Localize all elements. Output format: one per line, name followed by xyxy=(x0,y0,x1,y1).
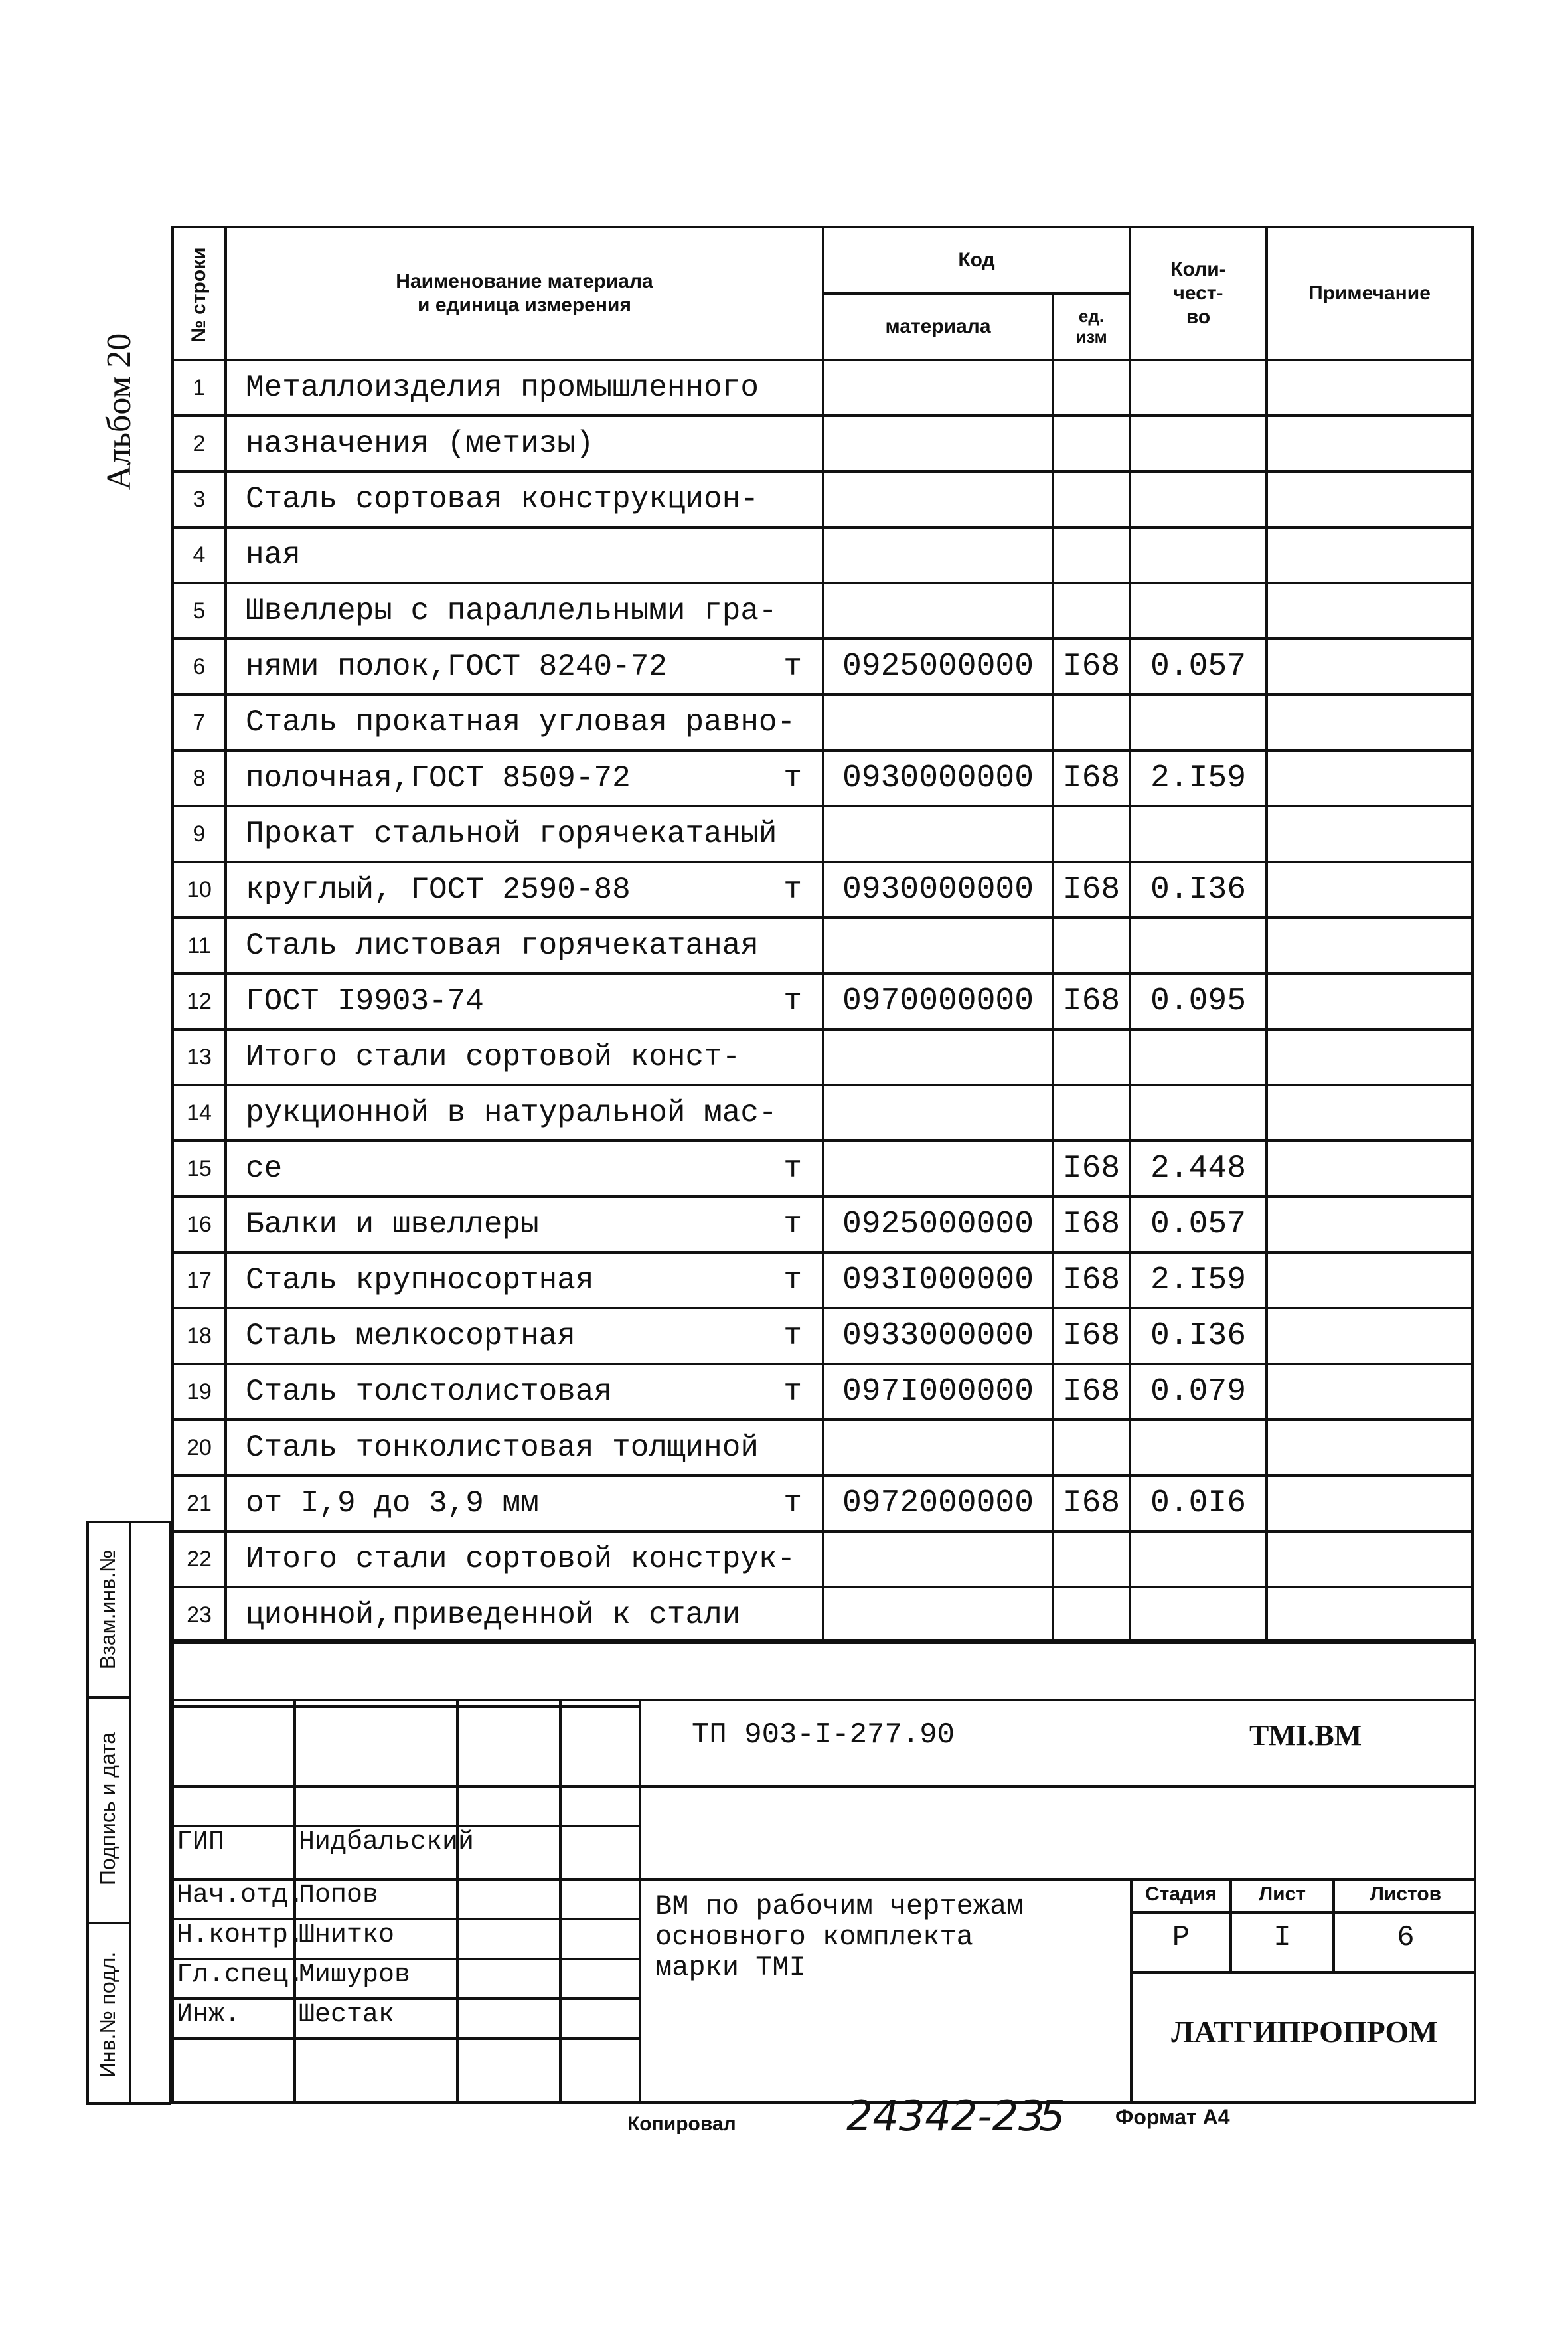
quantity xyxy=(1130,1029,1267,1085)
material-code: 0972000000 xyxy=(823,1475,1053,1531)
material-code: 093I000000 xyxy=(823,1252,1053,1308)
footer-copied: Копировал xyxy=(627,2113,736,2135)
material-name-text: ционной,приведенной к стали xyxy=(246,1598,741,1632)
unit-code xyxy=(1053,695,1130,750)
material-name-text: Сталь толстолистовая xyxy=(246,1375,613,1409)
row-number: 10 xyxy=(173,862,226,918)
material-code xyxy=(823,1141,1053,1197)
material-name-text: ГОСТ I9903-74 xyxy=(246,984,484,1019)
table-row xyxy=(173,1420,1472,1475)
unit-code: I68 xyxy=(1053,1197,1130,1252)
material-name xyxy=(226,527,823,583)
unit-code: I68 xyxy=(1053,973,1130,1029)
quantity xyxy=(1130,527,1267,583)
table-row xyxy=(173,1531,1472,1587)
sheets-value: 6 xyxy=(1397,1921,1415,1954)
material-code: 0970000000 xyxy=(823,973,1053,1029)
note xyxy=(1267,527,1472,583)
material-name xyxy=(226,1141,823,1197)
unit-code xyxy=(1053,918,1130,973)
note xyxy=(1267,1308,1472,1364)
sheets-label: Листов xyxy=(1370,1883,1442,1905)
table-row xyxy=(173,583,1472,639)
row-number: 6 xyxy=(173,639,226,695)
material-code: 097I000000 xyxy=(823,1364,1053,1420)
doc-description: ВМ по рабочим чертежам основного комплекта марки ТМI xyxy=(655,1890,1024,1983)
material-name xyxy=(226,1197,823,1252)
row-number: 11 xyxy=(173,918,226,973)
header-code-unit: ед. изм xyxy=(1053,294,1130,360)
organization: ЛАТГИПРОПРОМ xyxy=(1171,2015,1438,2049)
material-name-text: Металлоизделия промышленного xyxy=(246,371,759,405)
table-row xyxy=(173,695,1472,750)
material-code xyxy=(823,695,1053,750)
material-name-text: Прокат стальной горячекатаный xyxy=(246,817,777,851)
unit-code xyxy=(1053,471,1130,527)
footer-page: 5 xyxy=(1039,2092,1065,2140)
unit-code xyxy=(1053,1085,1130,1141)
row-no-label: № строки xyxy=(188,247,210,343)
note xyxy=(1267,1420,1472,1475)
material-code xyxy=(823,360,1053,416)
table-row xyxy=(173,862,1472,918)
header-note: Примечание xyxy=(1267,227,1472,360)
signer-name: Нидбальский xyxy=(299,1827,475,1857)
sheet-value: I xyxy=(1273,1921,1291,1954)
unit-label: т xyxy=(783,1263,802,1298)
material-name xyxy=(226,1364,823,1420)
table-row xyxy=(173,471,1472,527)
header-code: Код xyxy=(823,227,1130,294)
table-row xyxy=(173,806,1472,862)
unit-code xyxy=(1053,583,1130,639)
material-name xyxy=(226,1085,823,1141)
material-name-text: Сталь тонколистовая толщиной xyxy=(246,1430,759,1465)
title-block xyxy=(171,1639,1476,2104)
material-name xyxy=(226,1252,823,1308)
unit-code xyxy=(1053,416,1130,471)
material-name-text: Итого стали сортовой конструк- xyxy=(246,1542,796,1576)
table-row xyxy=(173,639,1472,695)
quantity: 0.I36 xyxy=(1130,862,1267,918)
note xyxy=(1267,1085,1472,1141)
header-name: Наименование материала и единица измерения xyxy=(226,227,823,360)
material-code xyxy=(823,471,1053,527)
material-name-text: Сталь мелкосортная xyxy=(246,1319,576,1353)
row-number: 7 xyxy=(173,695,226,750)
unit-label: т xyxy=(783,761,802,796)
material-name-text: ная xyxy=(246,538,301,572)
table-row xyxy=(173,1364,1472,1420)
note xyxy=(1267,1364,1472,1420)
row-number: 8 xyxy=(173,750,226,806)
row-number: 12 xyxy=(173,973,226,1029)
row-number: 5 xyxy=(173,583,226,639)
quantity xyxy=(1130,806,1267,862)
stamp-vzam-label: Взам.инв.№ xyxy=(96,1549,119,1670)
quantity: 2.I59 xyxy=(1130,1252,1267,1308)
row-number: 9 xyxy=(173,806,226,862)
table-row xyxy=(173,1141,1472,1197)
unit-label: т xyxy=(783,1375,802,1409)
header-quantity: Коли- чест- во xyxy=(1130,227,1267,360)
note xyxy=(1267,639,1472,695)
note xyxy=(1267,583,1472,639)
material-code: 0925000000 xyxy=(823,1197,1053,1252)
material-code xyxy=(823,918,1053,973)
material-name xyxy=(226,583,823,639)
row-number: 13 xyxy=(173,1029,226,1085)
unit-code xyxy=(1053,806,1130,862)
unit-label: т xyxy=(783,984,802,1019)
header-code-material: материала xyxy=(823,294,1053,360)
material-name-text: се xyxy=(246,1151,283,1186)
quantity: 0.079 xyxy=(1130,1364,1267,1420)
footer-number: 24342-23 xyxy=(846,2092,1045,2140)
unit-code: I68 xyxy=(1053,1141,1130,1197)
note xyxy=(1267,1197,1472,1252)
quantity: 0.I36 xyxy=(1130,1308,1267,1364)
row-number: 1 xyxy=(173,360,226,416)
material-code xyxy=(823,1420,1053,1475)
quantity xyxy=(1130,471,1267,527)
stamp-inv-orig-label: Инв.№ подл. xyxy=(96,1951,119,2078)
material-name xyxy=(226,471,823,527)
unit-label: т xyxy=(783,1207,802,1242)
unit-label: т xyxy=(783,1151,802,1186)
signer-role: Нач.отд. xyxy=(177,1881,305,1910)
material-name xyxy=(226,360,823,416)
material-code xyxy=(823,1531,1053,1587)
material-name xyxy=(226,639,823,695)
table-row xyxy=(173,1252,1472,1308)
table-row xyxy=(173,1587,1472,1643)
signer-name: Попов xyxy=(299,1881,379,1910)
album-label: Альбом 20 xyxy=(100,333,138,491)
table-row xyxy=(173,750,1472,806)
unit-code: I68 xyxy=(1053,1252,1130,1308)
quantity xyxy=(1130,1531,1267,1587)
signer-role: Инж. xyxy=(177,2000,241,2030)
quantity: 2.I59 xyxy=(1130,750,1267,806)
unit-code xyxy=(1053,360,1130,416)
note xyxy=(1267,1531,1472,1587)
material-code xyxy=(823,1587,1053,1643)
unit-code: I68 xyxy=(1053,1364,1130,1420)
footer-format: Формат А4 xyxy=(1115,2105,1230,2129)
material-name-text: Сталь прокатная угловая равно- xyxy=(246,705,796,740)
unit-code xyxy=(1053,1029,1130,1085)
quantity xyxy=(1130,360,1267,416)
material-name xyxy=(226,1587,823,1643)
material-name-text: назначения (метизы) xyxy=(246,426,594,461)
material-name-text: Сталь крупносортная xyxy=(246,1263,594,1298)
material-name xyxy=(226,1475,823,1531)
material-code: 0930000000 xyxy=(823,750,1053,806)
quantity xyxy=(1130,1085,1267,1141)
quantity xyxy=(1130,416,1267,471)
quantity xyxy=(1130,583,1267,639)
table-row xyxy=(173,1029,1472,1085)
doc-mark: ТМI.ВМ xyxy=(1249,1719,1362,1752)
material-code xyxy=(823,1085,1053,1141)
material-name-text: от I,9 до 3,9 мм xyxy=(246,1486,539,1521)
material-name-text: Итого стали сортовой конст- xyxy=(246,1040,741,1074)
note xyxy=(1267,360,1472,416)
note xyxy=(1267,750,1472,806)
table-row xyxy=(173,360,1472,416)
unit-label: т xyxy=(783,649,802,684)
signer-name: Шнитко xyxy=(299,1920,395,1950)
material-name xyxy=(226,695,823,750)
table-row xyxy=(173,1085,1472,1141)
note xyxy=(1267,1252,1472,1308)
row-number: 17 xyxy=(173,1252,226,1308)
note xyxy=(1267,1029,1472,1085)
sheet-label: Лист xyxy=(1259,1883,1306,1905)
row-number: 18 xyxy=(173,1308,226,1364)
material-code xyxy=(823,527,1053,583)
note xyxy=(1267,1141,1472,1197)
row-number: 20 xyxy=(173,1420,226,1475)
table-row xyxy=(173,918,1472,973)
unit-code: I68 xyxy=(1053,1308,1130,1364)
material-code: 0925000000 xyxy=(823,639,1053,695)
unit-code: I68 xyxy=(1053,639,1130,695)
note xyxy=(1267,862,1472,918)
table-row xyxy=(173,527,1472,583)
unit-code: I68 xyxy=(1053,862,1130,918)
row-number: 14 xyxy=(173,1085,226,1141)
table-row xyxy=(173,416,1472,471)
material-name xyxy=(226,416,823,471)
material-name-text: нями полок,ГОСТ 8240-72 xyxy=(246,649,667,684)
note xyxy=(1267,918,1472,973)
material-name xyxy=(226,1029,823,1085)
header-row-no xyxy=(173,227,226,360)
unit-code xyxy=(1053,1420,1130,1475)
row-number: 23 xyxy=(173,1587,226,1643)
signer-role: Гл.спец. xyxy=(177,1960,305,1990)
material-code: 0933000000 xyxy=(823,1308,1053,1364)
material-name xyxy=(226,862,823,918)
note xyxy=(1267,806,1472,862)
quantity: 0.057 xyxy=(1130,1197,1267,1252)
table-row xyxy=(173,1197,1472,1252)
quantity: 0.0I6 xyxy=(1130,1475,1267,1531)
doc-code: ТП 903-I-277.90 xyxy=(692,1719,955,1752)
row-number: 16 xyxy=(173,1197,226,1252)
note xyxy=(1267,471,1472,527)
note xyxy=(1267,973,1472,1029)
signer-name: Шестак xyxy=(299,2000,395,2030)
quantity xyxy=(1130,1420,1267,1475)
material-code xyxy=(823,583,1053,639)
material-name-text: Сталь сортовая конструкцион- xyxy=(246,482,759,517)
material-name xyxy=(226,806,823,862)
note xyxy=(1267,1475,1472,1531)
unit-code: I68 xyxy=(1053,750,1130,806)
note xyxy=(1267,1587,1472,1643)
material-name xyxy=(226,1308,823,1364)
quantity: 0.095 xyxy=(1130,973,1267,1029)
material-name-text: Сталь листовая горячекатаная xyxy=(246,928,759,963)
stamp-sign-date-label: Подпись и дата xyxy=(96,1732,119,1886)
signer-role: Н.контр. xyxy=(177,1920,305,1950)
material-code xyxy=(823,416,1053,471)
material-code xyxy=(823,806,1053,862)
stage-label: Стадия xyxy=(1144,1883,1217,1905)
material-name-text: полочная,ГОСТ 8509-72 xyxy=(246,761,631,796)
table-row xyxy=(173,1475,1472,1531)
unit-code: I68 xyxy=(1053,1475,1130,1531)
row-number: 15 xyxy=(173,1141,226,1197)
unit-label: т xyxy=(783,1319,802,1353)
note xyxy=(1267,695,1472,750)
material-name-text: круглый, ГОСТ 2590-88 xyxy=(246,873,631,907)
signer-role: ГИП xyxy=(177,1827,225,1857)
row-number: 3 xyxy=(173,471,226,527)
row-number: 19 xyxy=(173,1364,226,1420)
material-name-text: рукционной в натуральной мас- xyxy=(246,1096,777,1130)
stage-value: Р xyxy=(1172,1921,1190,1954)
unit-code xyxy=(1053,1531,1130,1587)
material-name xyxy=(226,1420,823,1475)
material-name xyxy=(226,750,823,806)
material-name-text: Швеллеры с параллельными гра- xyxy=(246,594,777,628)
table-row xyxy=(173,973,1472,1029)
table-row xyxy=(173,1308,1472,1364)
row-number: 4 xyxy=(173,527,226,583)
material-name xyxy=(226,973,823,1029)
quantity: 2.448 xyxy=(1130,1141,1267,1197)
row-number: 22 xyxy=(173,1531,226,1587)
quantity xyxy=(1130,918,1267,973)
quantity xyxy=(1130,695,1267,750)
material-code: 0930000000 xyxy=(823,862,1053,918)
quantity: 0.057 xyxy=(1130,639,1267,695)
materials-table xyxy=(171,226,1474,1644)
signer-name: Мишуров xyxy=(299,1960,411,1990)
unit-code xyxy=(1053,1587,1130,1643)
material-code xyxy=(823,1029,1053,1085)
material-name xyxy=(226,918,823,973)
row-number: 2 xyxy=(173,416,226,471)
material-name xyxy=(226,1531,823,1587)
side-stamp xyxy=(86,1521,171,2105)
unit-label: т xyxy=(783,1486,802,1521)
unit-code xyxy=(1053,527,1130,583)
material-name-text: Балки и швеллеры xyxy=(246,1207,539,1242)
row-number: 21 xyxy=(173,1475,226,1531)
quantity xyxy=(1130,1587,1267,1643)
unit-label: т xyxy=(783,873,802,907)
note xyxy=(1267,416,1472,471)
